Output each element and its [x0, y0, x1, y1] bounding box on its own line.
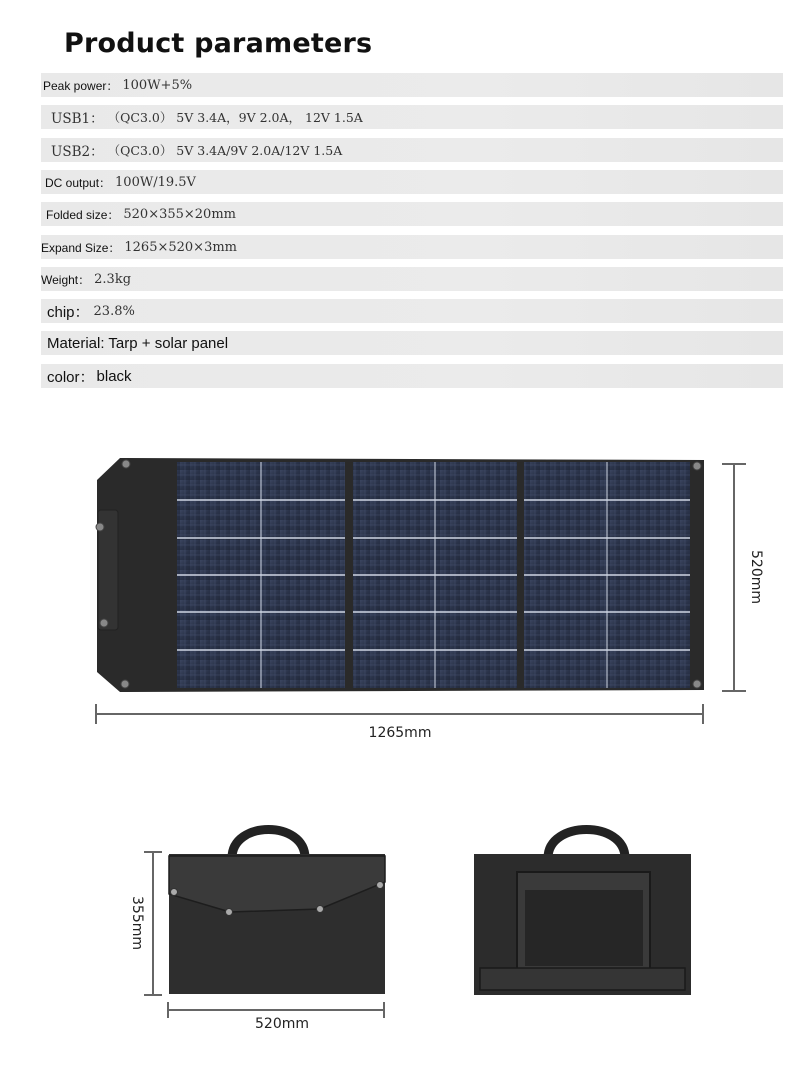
unfolded-panel-illustration [0, 440, 800, 750]
folded-bag-back [474, 830, 691, 996]
panel-width-label: 1265mm [368, 725, 432, 741]
spec-row-weight [41, 267, 783, 291]
folded-bag-front [169, 830, 385, 995]
spec-value: 1265×520×3mm [124, 239, 237, 255]
spec-label: USB2： [51, 144, 104, 160]
spec-row-material [41, 331, 783, 355]
folded-height-label: 355mm [129, 896, 145, 950]
spec-label: Peak power： [43, 78, 119, 93]
spec-row-usb1 [41, 105, 783, 129]
spec-row-peak-power [41, 73, 783, 97]
spec-label: DC output： [45, 175, 112, 190]
spec-label: chip： [47, 303, 90, 321]
solar-panel-left [177, 462, 345, 688]
spec-row-folded-size [41, 202, 783, 226]
spec-label: Expand Size： [41, 240, 121, 255]
spec-label: Folded size： [46, 207, 120, 222]
width-dimension-line [96, 704, 703, 724]
spec-row-expand-size [41, 235, 783, 259]
spec-value: （QC3.0） 5V 3.4A，9V 2.0A， 12V 1.5A [107, 110, 363, 125]
solar-panel-middle [353, 462, 517, 688]
folded-width-label: 520mm [255, 1016, 309, 1032]
spec-label: Weight： [41, 272, 91, 287]
height-dimension-line [722, 464, 746, 691]
page-title: Product parameters [64, 28, 373, 59]
spec-row-dc-output [41, 170, 783, 194]
spec-label: color： [47, 368, 95, 386]
spec-value: 23.8% [93, 303, 135, 319]
solar-panel-right [524, 462, 690, 688]
spec-row-color [41, 364, 783, 388]
folded-height-dimension-line [144, 852, 162, 995]
spec-value: black [96, 367, 132, 385]
panel-height-label: 520mm [748, 550, 764, 604]
spec-value: 2.3kg [94, 271, 132, 287]
spec-value: 520×355×20mm [123, 206, 236, 222]
folded-panel-illustration [0, 810, 800, 1040]
spec-row-usb2 [41, 138, 783, 162]
spec-label: Material: Tarp + solar panel [47, 334, 229, 352]
spec-value: （QC3.0） 5V 3.4A/9V 2.0A/12V 1.5A [107, 143, 343, 158]
spec-value: 100W+5% [122, 77, 193, 93]
spec-label: USB1： [51, 111, 104, 127]
spec-row-chip [41, 299, 783, 323]
spec-value: 100W/19.5V [115, 174, 196, 190]
